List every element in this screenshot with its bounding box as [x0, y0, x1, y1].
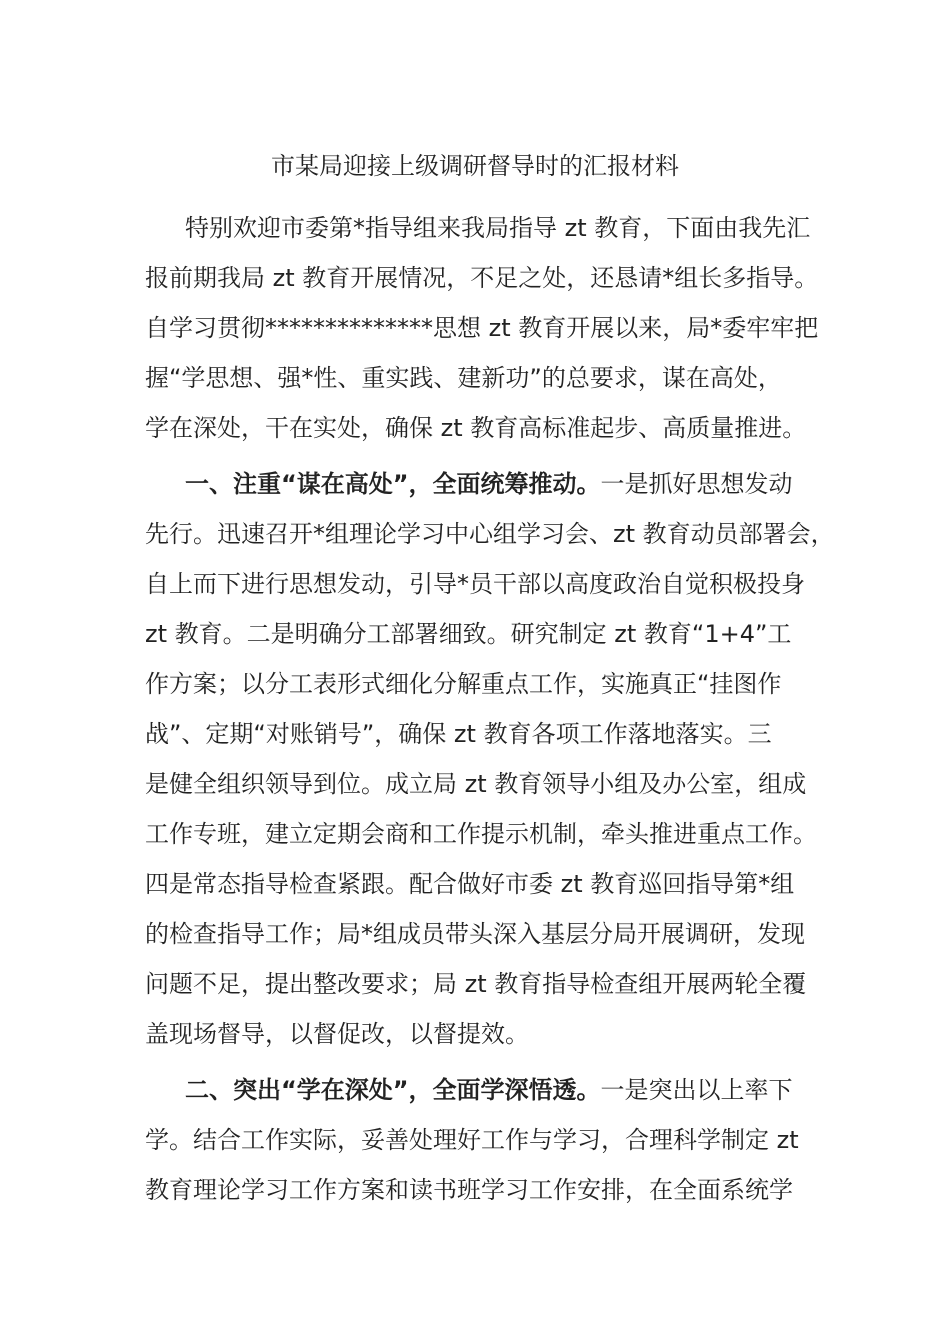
paragraph-line: 学在深处，干在实处，确保 zt 教育高标准起步、高质量推进。 — [145, 414, 807, 442]
paragraph-line: 教育理论学习工作方案和读书班学习工作安排，在全面系统学 — [145, 1176, 793, 1204]
paragraph-line: 盖现场督导，以督促改，以督提效。 — [145, 1020, 529, 1048]
section-heading-line — [145, 466, 865, 502]
paragraph-line: 问题不足，提出整改要求；局 zt 教育指导检查组开展两轮全覆 — [145, 970, 807, 998]
paragraph-line: 四是常态指导检查紧跟。配合做好市委 zt 教育巡回指导第*组 — [145, 870, 795, 898]
paragraph-text: 一是抓好思想发动 — [600, 470, 793, 498]
section-heading-1: 一、注重“谋在高处”，全面统筹推动。 — [185, 470, 601, 498]
paragraph-text: 一是突出以上率下 — [600, 1076, 793, 1104]
paragraph-line: 学。结合工作实际，妥善处理好工作与学习，合理科学制定 zt — [145, 1126, 799, 1154]
paragraph-line: 报前期我局 zt 教育开展情况，不足之处，还恳请*组长多指导。 — [145, 264, 819, 292]
paragraph-line: 工作专班，建立定期会商和工作提示机制，牵头推进重点工作。 — [145, 820, 817, 848]
document-title: 市某局迎接上级调研督导时的汇报材料 — [271, 152, 679, 180]
section-heading-2: 二、突出“学在深处”，全面学深悟透。 — [185, 1076, 601, 1104]
paragraph-line: 是健全组织领导到位。成立局 zt 教育领导小组及办公室，组成 — [145, 770, 807, 798]
paragraph-line: 自学习贯彻**************思想 zt 教育开展以来，局*委牢牢把 — [145, 314, 819, 342]
paragraph-line: 作方案；以分工表形式细化分解重点工作，实施真正“挂图作 — [145, 670, 782, 698]
section-heading-line — [145, 1072, 865, 1108]
paragraph-line: 特别欢迎市委第*指导组来我局指导 zt 教育，下面由我先汇 — [185, 214, 811, 242]
paragraph-line: 的检查指导工作；局*组成员带头深入基层分局开展调研，发现 — [145, 920, 805, 948]
paragraph-line: 握“学思想、强*性、重实践、建新功”的总要求，谋在高处， — [145, 364, 782, 392]
paragraph-line: 自上而下进行思想发动，引导*员干部以高度政治自觉积极投身 — [145, 570, 805, 598]
paragraph-line: 战”、定期“对账销号”，确保 zt 教育各项工作落地落实。三 — [145, 720, 772, 748]
paragraph-line: zt 教育。二是明确分工部署细致。研究制定 zt 教育“1+4”工 — [145, 620, 792, 648]
paragraph-line: 先行。迅速召开*组理论学习中心组学习会、zt 教育动员部署会， — [145, 520, 835, 548]
